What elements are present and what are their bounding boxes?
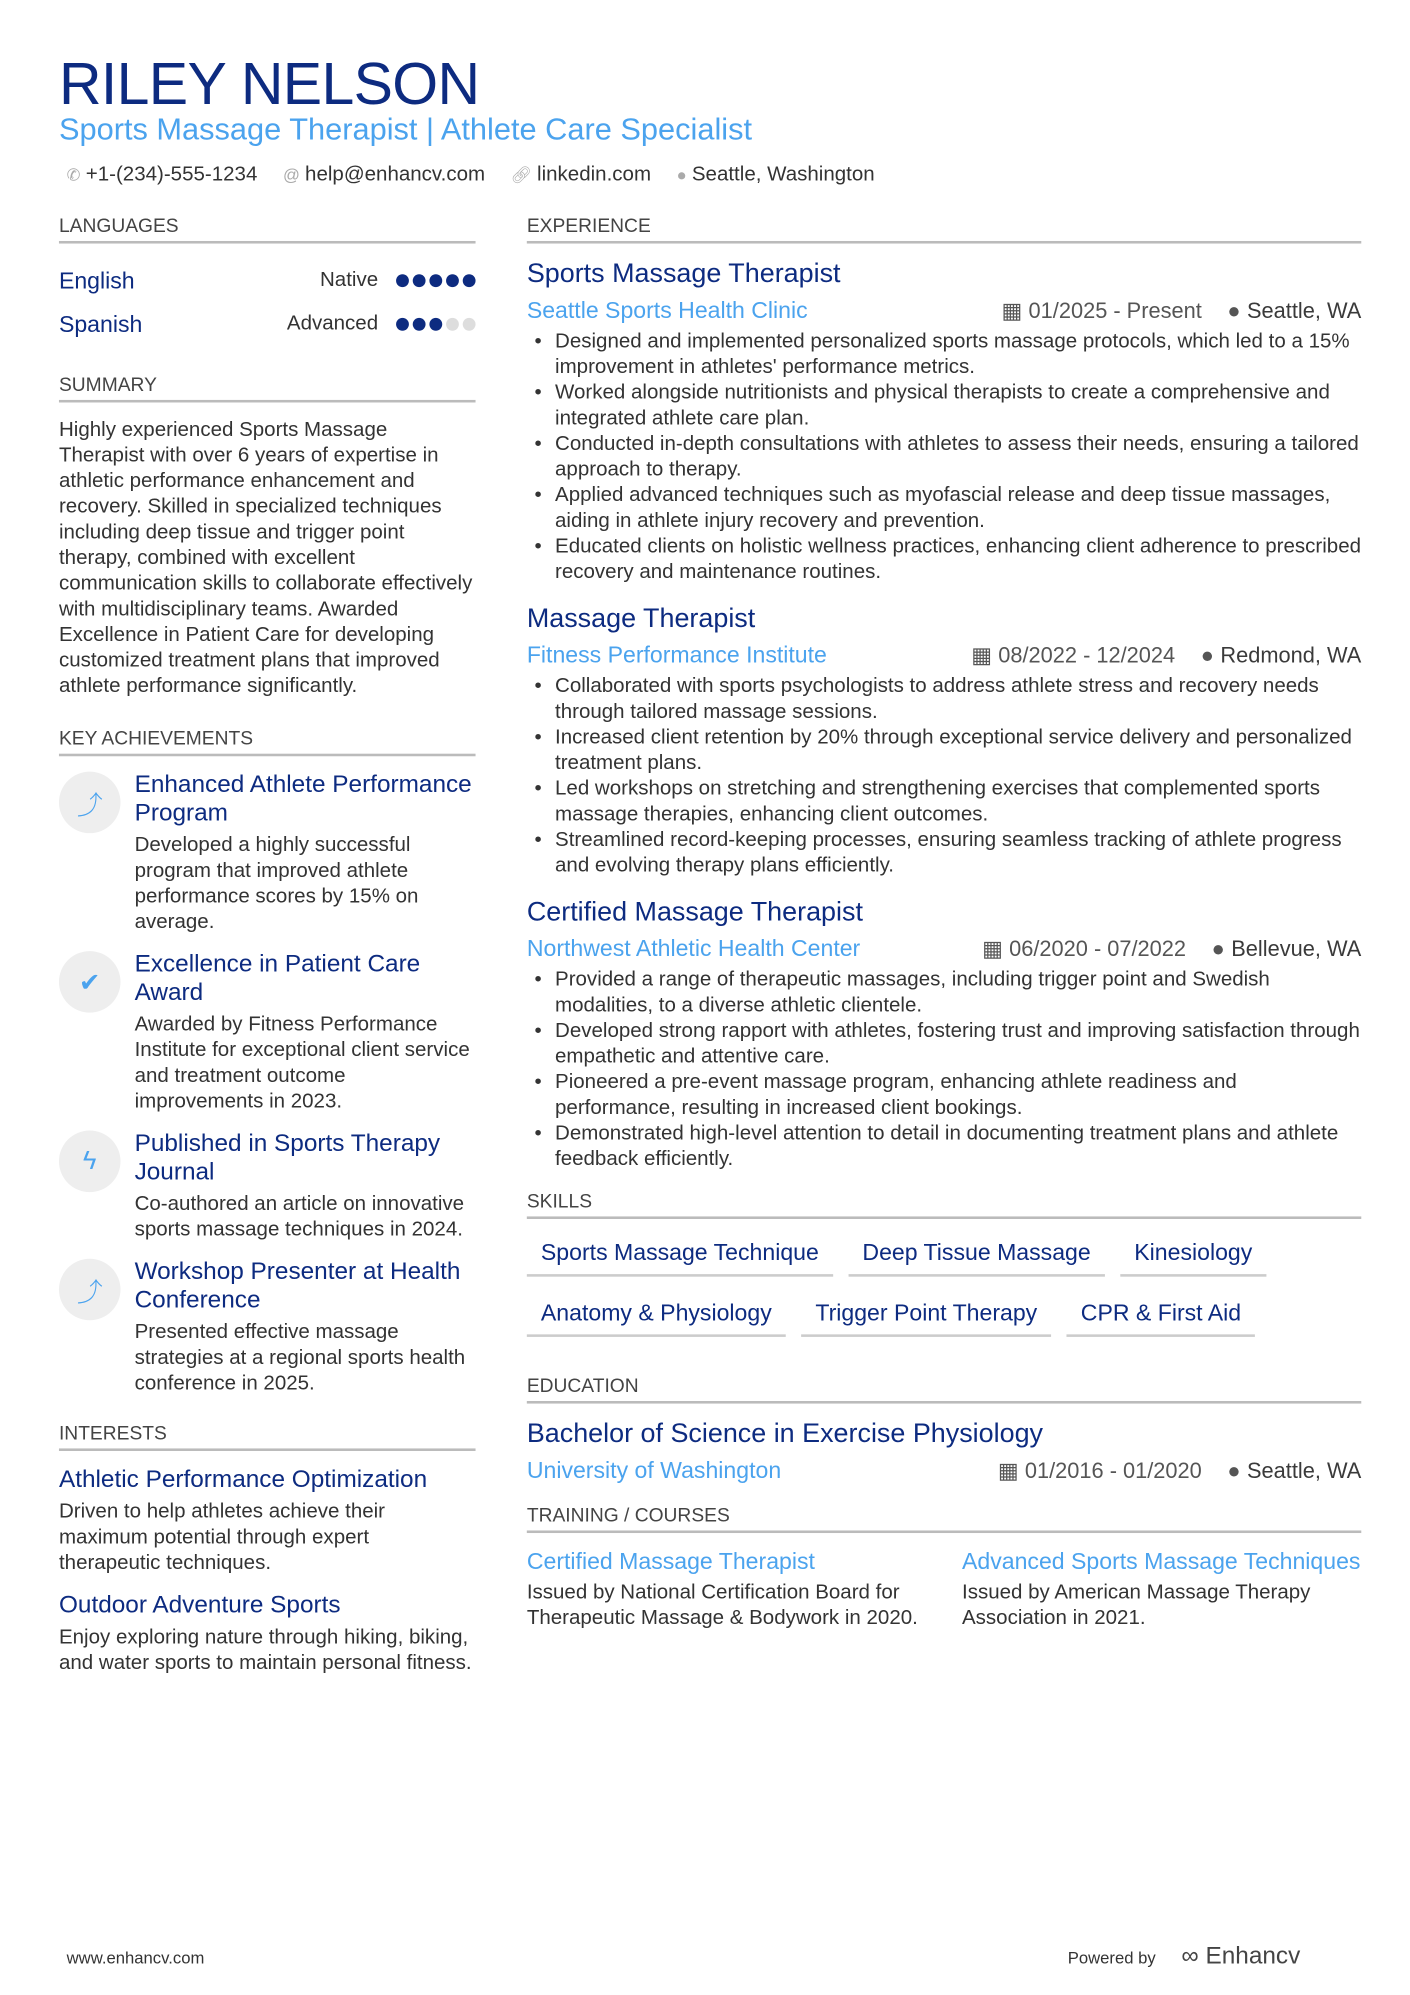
achievement-title: Excellence in Patient Care Award [134,951,421,1007]
achievement-title: Published in Sports Therapy Journal [134,1130,441,1186]
education-dates: 01/2016 - 01/2020 [1024,1458,1202,1483]
achievement-text: Presented effective massage strategies at a regional sports health conference in 2025. [134,1321,466,1395]
linkedin-text[interactable]: linkedin.com [537,164,652,186]
achievement-item [59,1131,476,1244]
rating-dot [396,318,409,331]
calendar-icon: ▦ [1001,298,1023,323]
left-column [59,215,476,1676]
achievement-title: Enhanced Athlete Performance Program [134,771,472,827]
contact-email[interactable] [283,164,485,187]
skill-tag: Deep Tissue Massage [848,1234,1104,1276]
training-title: Certified Massage Therapist [526,1548,815,1575]
location-icon: ● [1200,642,1214,668]
rating-dot [446,274,459,287]
job-title: Massage Therapist [526,603,756,634]
skill-tag: CPR & First Aid [1067,1295,1255,1337]
job-bullets [527,674,1361,879]
interest-title: Athletic Performance Optimization [58,1466,428,1494]
achievements-heading: KEY ACHIEVEMENTS [59,728,476,756]
rating-dot [429,318,442,331]
language-rating [396,318,475,331]
interest-text: Driven to help athletes achieve their maximum potential through expert therapeutic techniques. [58,1500,386,1575]
calendar-icon: ▦ [982,936,1003,961]
experience-heading: EXPERIENCE [527,215,1361,243]
job-dates: 01/2025 - Present [1028,298,1202,323]
check-icon: ✔ [59,951,121,1013]
education-row [527,1457,1361,1484]
job-bullet: • Collaborated with sports psychologists to address athlete stress and recovery needs through tailored massage sessions. [527,674,1361,725]
job-bullet: • Developed strong rapport with athletes, fostering trust and improving satisfaction through empathetic and attentive care. [527,1019,1361,1070]
job-bullet: • Provided a range of therapeutic massages, including trigger point and Swedish modalities, to a diverse athletic clientele. [527,968,1361,1019]
education-location: Seattle, WA [1247,1458,1362,1483]
achievement-item [59,772,476,936]
rating-dot-empty [463,318,476,331]
location-icon: ● [1227,1458,1241,1483]
link-icon: 🔗︎ [510,165,532,185]
job-entry [527,897,1361,1173]
degree-title: Bachelor of Science in Exercise Physiology [526,1418,1044,1449]
location-icon: ● [1227,298,1241,323]
job-bullets [527,329,1361,585]
job-bullet: • Worked alongside nutritionists and physical therapists to create a comprehensive and integrated athlete care plan. [527,381,1361,432]
job-title: Sports Massage Therapist [526,258,841,289]
location-icon: ● [676,165,687,185]
job-bullet: • Educated clients on holistic wellness practices, enhancing client adherence to prescribed recovery and maintenance routines. [527,535,1361,586]
at-icon: @ [282,165,300,185]
training-item [962,1548,1361,1631]
rating-dot [396,274,409,287]
training-text: Issued by National Certification Board for Therapeutic Massage & Bodywork in 2020. [526,1581,918,1630]
school-name: University of Washington [526,1457,782,1484]
job-bullet: • Conducted in-depth consultations with athletes to assess their needs, ensuring a tailored approach to therapy. [527,432,1361,483]
job-list [527,259,1361,1173]
language-rating [396,274,475,287]
language-item [59,259,476,303]
job-dates: 08/2022 - 12/2024 [998,642,1176,668]
company-name: Fitness Performance Institute [526,642,827,668]
company-name: Seattle Sports Health Clinic [526,297,808,324]
job-bullet: • Demonstrated high-level attention to detail in documenting treatment plans and athlete feedback efficiently. [527,1122,1361,1173]
language-level: Native [319,269,379,291]
language-name: Spanish [58,310,143,337]
summary-text: Highly experienced Sports Massage Therapist with over 6 years of expertise in athletic performance enhancement and recovery. Skilled in specialized techniques including deep tissue and trigger point therapy, combined with excellent communication skills to collaborate effectively with multidisciplinary teams. Awarded Excellence in Patient Care for developing customized treatment plans that improved athlete performance significantly. [58,419,473,698]
summary-heading: SUMMARY [59,374,476,402]
job-title: Certified Massage Therapist [526,897,863,927]
job-bullets [527,968,1361,1173]
skill-tag: Trigger Point Therapy [801,1295,1051,1337]
skill-tag: Sports Massage Technique [527,1234,833,1276]
training-item [527,1548,926,1631]
job-entry [527,604,1361,880]
strategy-icon: ⤴ [59,772,121,834]
achievement-text: Awarded by Fitness Performance Institute for exceptional client service and treatment outcome improvements in 2023. [134,1013,470,1113]
training-heading: TRAINING / COURSES [527,1505,1361,1533]
location-text: Seattle, Washington [691,164,875,186]
job-meta-row [527,297,1361,324]
brand-name: Enhancv [1205,1943,1301,1971]
languages-heading: LANGUAGES [59,215,476,243]
candidate-name: RILEY NELSON [58,49,480,117]
skill-tag: Kinesiology [1120,1234,1266,1276]
skills-heading: SKILLS [527,1191,1361,1219]
infinity-icon: ∞ [1181,1943,1206,1971]
email-text[interactable]: help@enhancv.com [305,164,486,186]
job-bullet: • Pioneered a pre-event massage program, enhancing athlete readiness and performance, resulting in increased client bookings. [527,1070,1361,1121]
education-heading: EDUCATION [527,1375,1361,1403]
training-text: Issued by American Massage Therapy Association in 2021. [961,1581,1311,1630]
achievement-item [59,951,476,1115]
rating-dot-empty [446,318,459,331]
strategy-icon: ⤴ [59,1259,121,1321]
location-icon: ● [1211,936,1225,961]
footer-brand [1068,1943,1301,1971]
candidate-title: Sports Massage Therapist | Athlete Care Specialist [58,112,753,148]
phone-text: +1-(234)-555-1234 [85,164,258,186]
achievement-text: Co-authored an article on innovative sports massage techniques in 2024. [134,1193,465,1241]
calendar-icon: ▦ [997,1458,1019,1483]
enhancv-logo [1181,1943,1300,1971]
achievement-item [59,1259,476,1397]
contact-bar [67,164,875,187]
bolt-icon: ϟ [59,1131,121,1193]
skills-list [527,1234,1361,1337]
skill-tag: Anatomy & Physiology [527,1295,786,1337]
achievement-title: Workshop Presenter at Health Conference [134,1258,461,1314]
footer-website[interactable]: www.enhancv.com [66,1948,205,1968]
rating-dot [463,274,476,287]
language-item [59,303,476,347]
language-level: Advanced [286,312,379,335]
job-location: Seattle, WA [1247,298,1362,323]
powered-by: Powered by [1067,1947,1156,1967]
job-location: Bellevue, WA [1231,936,1362,961]
job-meta-row [527,642,1361,669]
phone-icon: ✆ [66,165,81,185]
right-column [527,215,1361,1631]
company-name: Northwest Athletic Health Center [526,935,861,962]
rating-dot [413,318,426,331]
interest-text: Enjoy exploring nature through hiking, biking, and water sports to maintain personal fitness. [58,1626,472,1675]
job-bullet: • Designed and implemented personalized sports massage protocols, which led to a 15% improvement in athletes' performance metrics. [527,329,1361,380]
job-bullet: • Applied advanced techniques such as myofascial release and deep tissue massages, aiding in athlete injury recovery and prevention. [527,483,1361,534]
job-location: Redmond, WA [1220,642,1362,668]
job-meta-row [527,936,1361,963]
job-bullet: • Streamlined record-keeping processes, ensuring seamless tracking of athlete progress and evolving therapy plans efficiently. [527,828,1361,879]
calendar-icon: ▦ [971,642,992,668]
achievement-text: Developed a highly successful program that improved athlete performance scores by 15% on average. [134,834,419,934]
rating-dot [429,274,442,287]
contact-location [677,164,875,187]
job-dates: 06/2020 - 07/2022 [1009,936,1187,961]
contact-phone [67,164,258,187]
training-list [527,1548,1361,1631]
job-bullet: • Increased client retention by 20% through exceptional service delivery and personalized treatment plans. [527,725,1361,776]
training-title: Advanced Sports Massage Techniques [961,1548,1361,1575]
rating-dot [413,274,426,287]
interest-title: Outdoor Adventure Sports [58,1591,341,1619]
language-name: English [58,267,135,293]
interests-heading: INTERESTS [59,1423,476,1451]
contact-linkedin[interactable] [511,164,651,187]
job-bullet: • Led workshops on stretching and strengthening exercises that complemented sports massage therapies, enhancing client outcomes. [527,777,1361,828]
job-entry [527,259,1361,586]
